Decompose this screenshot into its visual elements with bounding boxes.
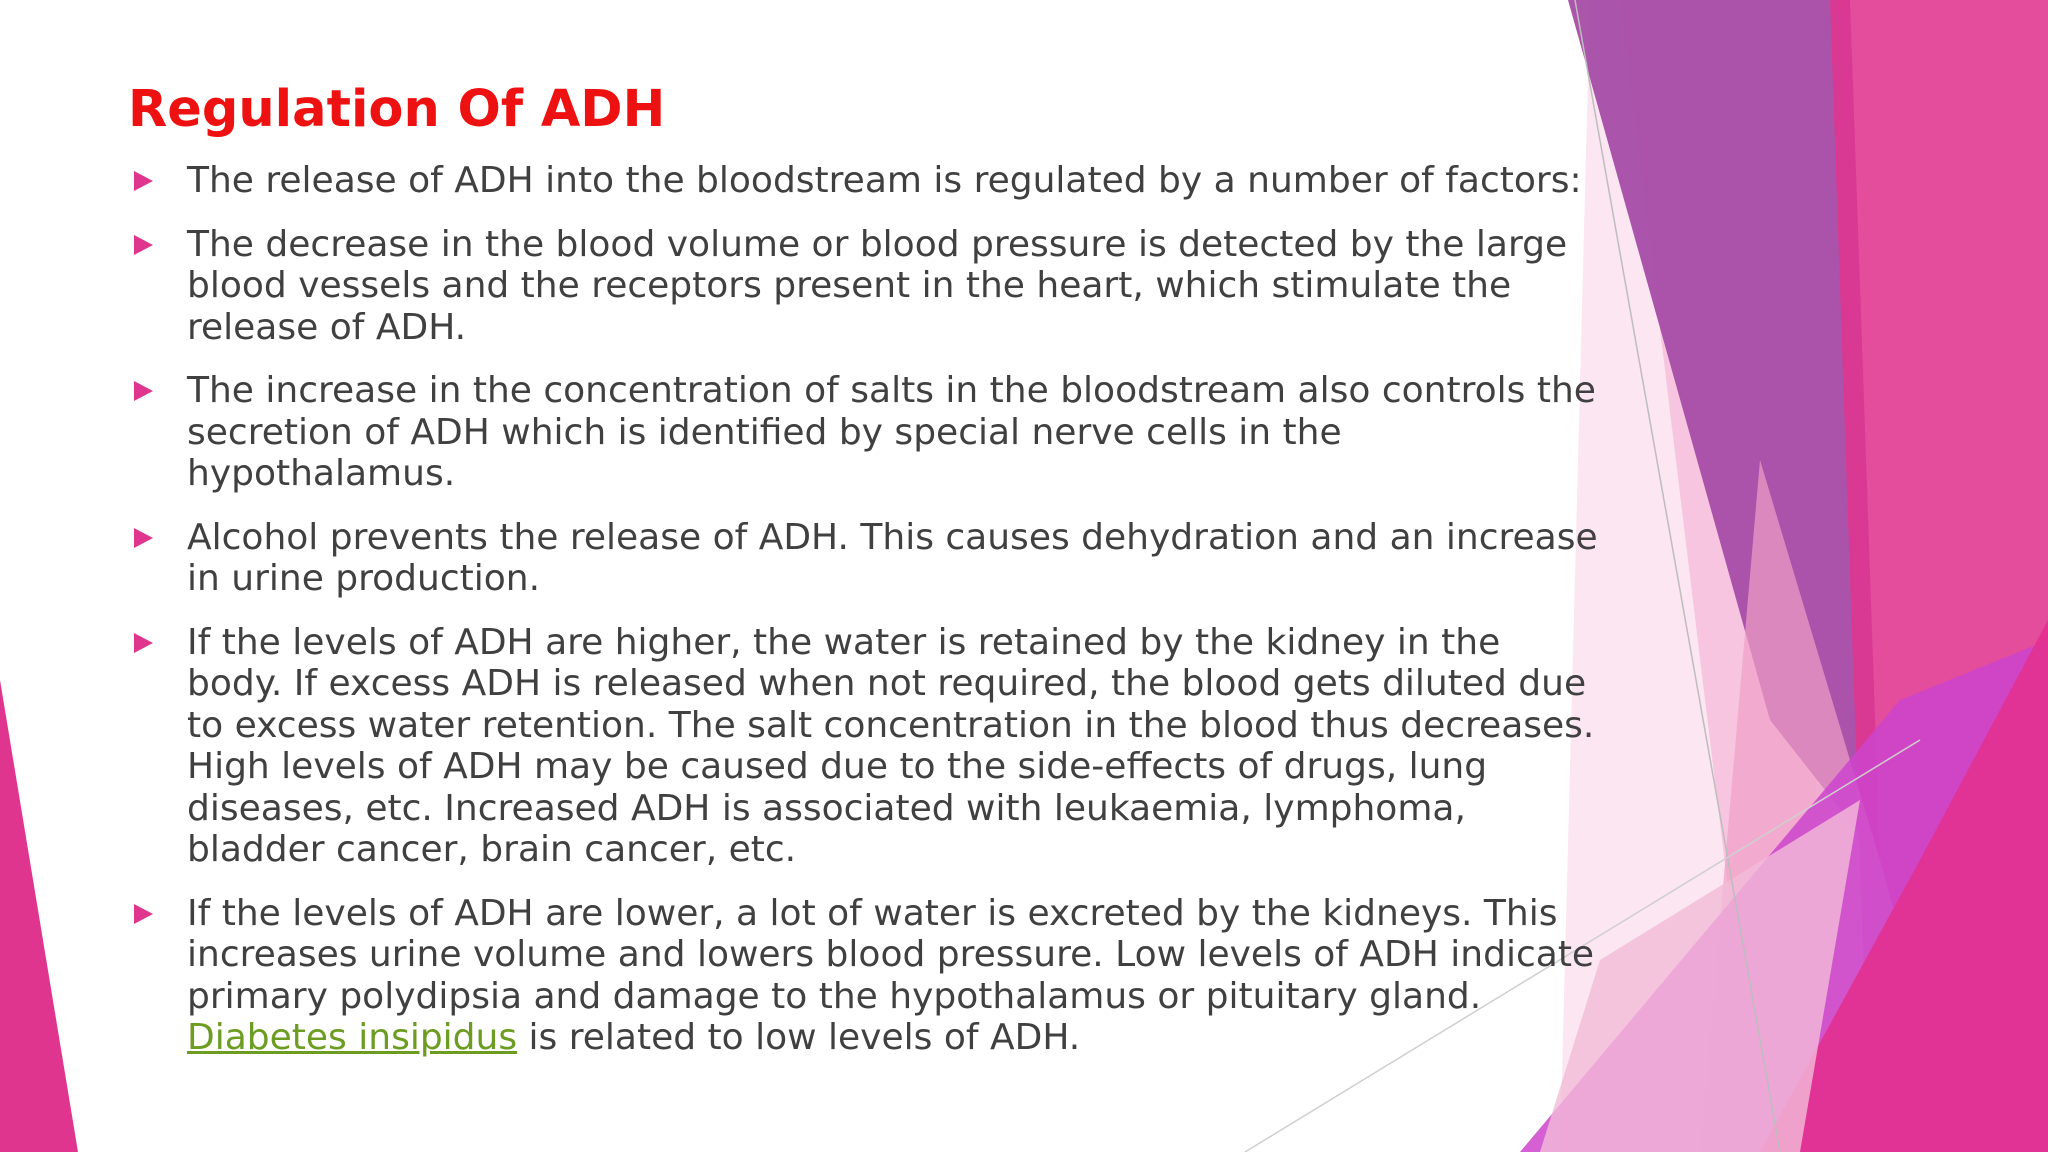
triangle-right-icon	[134, 633, 153, 653]
bullet-item	[128, 517, 1603, 600]
bullet-text-after-link: is related to low levels of ADH.	[517, 1017, 1081, 1058]
bullet-text: Alcohol prevents the release of ADH. This causes dehydration and an increase in urine production.	[187, 516, 1598, 599]
bullet-item	[128, 893, 1603, 1059]
triangle-right-icon	[134, 171, 153, 191]
triangle-right-icon	[134, 904, 153, 924]
bullet-item	[128, 370, 1603, 495]
bullet-text-before-link: If the levels of ADH are lower, a lot of water is excreted by the kidneys. This increases urine volume and lowers blood pressure. Low levels of ADH indicate primary polydipsia and damage to the hypothalamus or pituitary gland.	[187, 892, 1595, 1017]
bullet-list	[128, 160, 1603, 1081]
bullet-text: The decrease in the blood volume or blood pressure is detected by the large blood vessels and the receptors present in the heart, which stimulate the release of ADH.	[187, 223, 1568, 348]
triangle-right-icon	[134, 528, 153, 548]
bullet-text: If the levels of ADH are higher, the water is retained by the kidney in the body. If excess ADH is released when not required, the blood gets diluted due to excess water retention. The salt concentration in the blood thus decreases. High levels of ADH may be caused due to the side-effects of drugs, lung diseases, etc. Increased ADH is associated with leukaemia, lymphoma, bladder cancer, brain cancer, etc.	[187, 621, 1595, 870]
diabetes-insipidus-link[interactable]: Diabetes insipidus	[187, 1017, 518, 1058]
triangle-right-icon	[134, 381, 153, 401]
bullet-item	[128, 224, 1603, 349]
bullet-text: The increase in the concentration of salts in the bloodstream also controls the secretion of ADH which is identified by special nerve cells in the hypothalamus.	[187, 370, 1596, 494]
facet-left-edge	[0, 680, 78, 1152]
bullet-item	[128, 160, 1603, 202]
slide-title: Regulation Of ADH	[128, 80, 666, 139]
triangle-right-icon	[134, 235, 153, 255]
bullet-item	[128, 622, 1603, 871]
bullet-text: The release of ADH into the bloodstream is regulated by a number of factors:	[187, 160, 1582, 201]
